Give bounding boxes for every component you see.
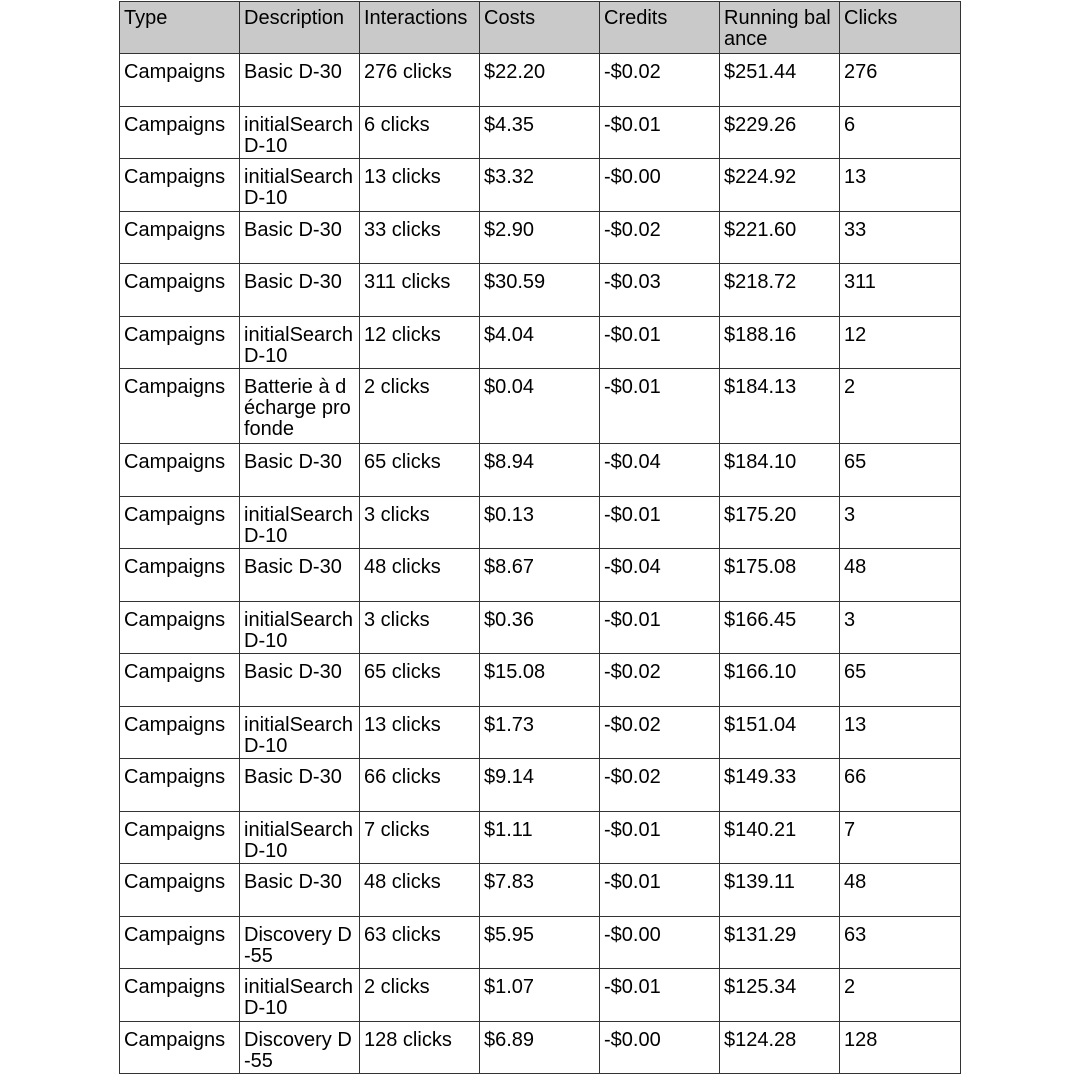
- cell-running-balance: $188.16: [720, 316, 840, 369]
- cell-running-balance: $175.08: [720, 549, 840, 602]
- cell-description: Discovery D-55: [240, 916, 360, 969]
- table-row: [120, 759, 961, 812]
- cell-description: Basic D-30: [240, 654, 360, 707]
- cell-clicks: 2: [840, 969, 961, 1022]
- header-costs: Costs: [480, 2, 600, 54]
- cell-costs: $9.14: [480, 759, 600, 812]
- cell-interactions: 13 clicks: [360, 159, 480, 212]
- table-row: [120, 264, 961, 317]
- cell-interactions: 12 clicks: [360, 316, 480, 369]
- cell-description: initialSearch D-10: [240, 106, 360, 159]
- cell-type: Campaigns: [120, 811, 240, 864]
- cell-description: initialSearch D-10: [240, 316, 360, 369]
- cell-running-balance: $139.11: [720, 864, 840, 917]
- table-row: [120, 916, 961, 969]
- cell-type: Campaigns: [120, 211, 240, 264]
- cell-clicks: 13: [840, 159, 961, 212]
- cell-interactions: 65 clicks: [360, 444, 480, 497]
- cell-interactions: 63 clicks: [360, 916, 480, 969]
- cell-type: Campaigns: [120, 864, 240, 917]
- cell-description: initialSearch D-10: [240, 496, 360, 549]
- cell-clicks: 65: [840, 654, 961, 707]
- cell-interactions: 311 clicks: [360, 264, 480, 317]
- cell-description: Basic D-30: [240, 864, 360, 917]
- cell-description: Basic D-30: [240, 549, 360, 602]
- cell-costs: $1.11: [480, 811, 600, 864]
- cell-costs: $0.36: [480, 601, 600, 654]
- cell-interactions: 2 clicks: [360, 969, 480, 1022]
- cell-clicks: 3: [840, 601, 961, 654]
- cell-costs: $3.32: [480, 159, 600, 212]
- cell-interactions: 3 clicks: [360, 496, 480, 549]
- cell-clicks: 12: [840, 316, 961, 369]
- cell-costs: $1.07: [480, 969, 600, 1022]
- cell-description: Batterie à décharge profonde: [240, 369, 360, 444]
- table-row: [120, 811, 961, 864]
- cell-running-balance: $131.29: [720, 916, 840, 969]
- cell-running-balance: $124.28: [720, 1021, 840, 1074]
- cell-description: Basic D-30: [240, 759, 360, 812]
- cell-clicks: 7: [840, 811, 961, 864]
- cell-costs: $1.73: [480, 706, 600, 759]
- cell-interactions: 48 clicks: [360, 864, 480, 917]
- cell-type: Campaigns: [120, 549, 240, 602]
- cell-interactions: 13 clicks: [360, 706, 480, 759]
- cell-type: Campaigns: [120, 654, 240, 707]
- header-credits: Credits: [600, 2, 720, 54]
- cell-description: Basic D-30: [240, 444, 360, 497]
- table-row: [120, 969, 961, 1022]
- cell-credits: -$0.01: [600, 369, 720, 444]
- cell-costs: $8.94: [480, 444, 600, 497]
- cell-clicks: 48: [840, 549, 961, 602]
- cell-running-balance: $149.33: [720, 759, 840, 812]
- cell-running-balance: $218.72: [720, 264, 840, 317]
- cell-interactions: 7 clicks: [360, 811, 480, 864]
- cell-running-balance: $166.45: [720, 601, 840, 654]
- cell-costs: $30.59: [480, 264, 600, 317]
- cell-credits: -$0.01: [600, 316, 720, 369]
- cell-type: Campaigns: [120, 759, 240, 812]
- cell-description: Basic D-30: [240, 54, 360, 107]
- cell-credits: -$0.02: [600, 211, 720, 264]
- cell-clicks: 2: [840, 369, 961, 444]
- cell-description: Discovery D-55: [240, 1021, 360, 1074]
- cell-description: initialSearch D-10: [240, 969, 360, 1022]
- cell-running-balance: $251.44: [720, 54, 840, 107]
- cell-clicks: 128: [840, 1021, 961, 1074]
- cell-clicks: 276: [840, 54, 961, 107]
- cell-description: Basic D-30: [240, 211, 360, 264]
- cell-clicks: 48: [840, 864, 961, 917]
- cell-interactions: 6 clicks: [360, 106, 480, 159]
- cell-costs: $5.95: [480, 916, 600, 969]
- table-row: [120, 864, 961, 917]
- table-row: [120, 706, 961, 759]
- table-row: [120, 106, 961, 159]
- cell-type: Campaigns: [120, 444, 240, 497]
- cell-type: Campaigns: [120, 916, 240, 969]
- cell-running-balance: $229.26: [720, 106, 840, 159]
- cell-clicks: 13: [840, 706, 961, 759]
- cell-interactions: 128 clicks: [360, 1021, 480, 1074]
- table-body: [120, 54, 961, 1074]
- cell-credits: -$0.00: [600, 916, 720, 969]
- cell-credits: -$0.04: [600, 444, 720, 497]
- cell-credits: -$0.02: [600, 706, 720, 759]
- cell-type: Campaigns: [120, 1021, 240, 1074]
- table-row: [120, 211, 961, 264]
- header-interactions: Interactions: [360, 2, 480, 54]
- cell-running-balance: $151.04: [720, 706, 840, 759]
- cell-credits: -$0.02: [600, 759, 720, 812]
- table-row: [120, 54, 961, 107]
- cell-costs: $2.90: [480, 211, 600, 264]
- cell-interactions: 66 clicks: [360, 759, 480, 812]
- transactions-table: [119, 1, 961, 1074]
- cell-interactions: 48 clicks: [360, 549, 480, 602]
- cell-credits: -$0.01: [600, 969, 720, 1022]
- header-clicks: Clicks: [840, 2, 961, 54]
- cell-costs: $0.13: [480, 496, 600, 549]
- cell-credits: -$0.02: [600, 54, 720, 107]
- cell-credits: -$0.04: [600, 549, 720, 602]
- cell-clicks: 63: [840, 916, 961, 969]
- cell-running-balance: $221.60: [720, 211, 840, 264]
- cell-costs: $15.08: [480, 654, 600, 707]
- table-row: [120, 369, 961, 444]
- cell-description: initialSearch D-10: [240, 159, 360, 212]
- cell-credits: -$0.03: [600, 264, 720, 317]
- cell-running-balance: $140.21: [720, 811, 840, 864]
- cell-type: Campaigns: [120, 106, 240, 159]
- cell-credits: -$0.01: [600, 106, 720, 159]
- cell-description: initialSearch D-10: [240, 706, 360, 759]
- cell-type: Campaigns: [120, 54, 240, 107]
- cell-clicks: 66: [840, 759, 961, 812]
- cell-type: Campaigns: [120, 264, 240, 317]
- cell-credits: -$0.00: [600, 159, 720, 212]
- cell-credits: -$0.01: [600, 864, 720, 917]
- table-row: [120, 549, 961, 602]
- cell-credits: -$0.02: [600, 654, 720, 707]
- cell-interactions: 65 clicks: [360, 654, 480, 707]
- table-row: [120, 316, 961, 369]
- cell-description: initialSearch D-10: [240, 811, 360, 864]
- header-running-balance: Running balance: [720, 2, 840, 54]
- table-row: [120, 601, 961, 654]
- cell-type: Campaigns: [120, 316, 240, 369]
- cell-type: Campaigns: [120, 159, 240, 212]
- cell-credits: -$0.01: [600, 496, 720, 549]
- cell-description: initialSearch D-10: [240, 601, 360, 654]
- cell-interactions: 3 clicks: [360, 601, 480, 654]
- cell-running-balance: $184.13: [720, 369, 840, 444]
- table-header-row: [120, 2, 961, 54]
- cell-credits: -$0.01: [600, 811, 720, 864]
- table-row: [120, 496, 961, 549]
- cell-type: Campaigns: [120, 369, 240, 444]
- cell-interactions: 276 clicks: [360, 54, 480, 107]
- cell-costs: $8.67: [480, 549, 600, 602]
- cell-costs: $4.04: [480, 316, 600, 369]
- cell-type: Campaigns: [120, 601, 240, 654]
- cell-running-balance: $184.10: [720, 444, 840, 497]
- cell-clicks: 65: [840, 444, 961, 497]
- cell-costs: $4.35: [480, 106, 600, 159]
- cell-clicks: 3: [840, 496, 961, 549]
- table-row: [120, 159, 961, 212]
- cell-clicks: 6: [840, 106, 961, 159]
- table-row: [120, 654, 961, 707]
- cell-costs: $7.83: [480, 864, 600, 917]
- header-description: Description: [240, 2, 360, 54]
- cell-running-balance: $224.92: [720, 159, 840, 212]
- cell-costs: $0.04: [480, 369, 600, 444]
- cell-running-balance: $166.10: [720, 654, 840, 707]
- cell-credits: -$0.00: [600, 1021, 720, 1074]
- table-row: [120, 444, 961, 497]
- cell-interactions: 2 clicks: [360, 369, 480, 444]
- cell-type: Campaigns: [120, 706, 240, 759]
- table-row: [120, 1021, 961, 1074]
- cell-running-balance: $125.34: [720, 969, 840, 1022]
- cell-interactions: 33 clicks: [360, 211, 480, 264]
- cell-clicks: 33: [840, 211, 961, 264]
- cell-description: Basic D-30: [240, 264, 360, 317]
- cell-running-balance: $175.20: [720, 496, 840, 549]
- cell-type: Campaigns: [120, 969, 240, 1022]
- header-type: Type: [120, 2, 240, 54]
- cell-costs: $6.89: [480, 1021, 600, 1074]
- cell-costs: $22.20: [480, 54, 600, 107]
- cell-credits: -$0.01: [600, 601, 720, 654]
- cell-type: Campaigns: [120, 496, 240, 549]
- cell-clicks: 311: [840, 264, 961, 317]
